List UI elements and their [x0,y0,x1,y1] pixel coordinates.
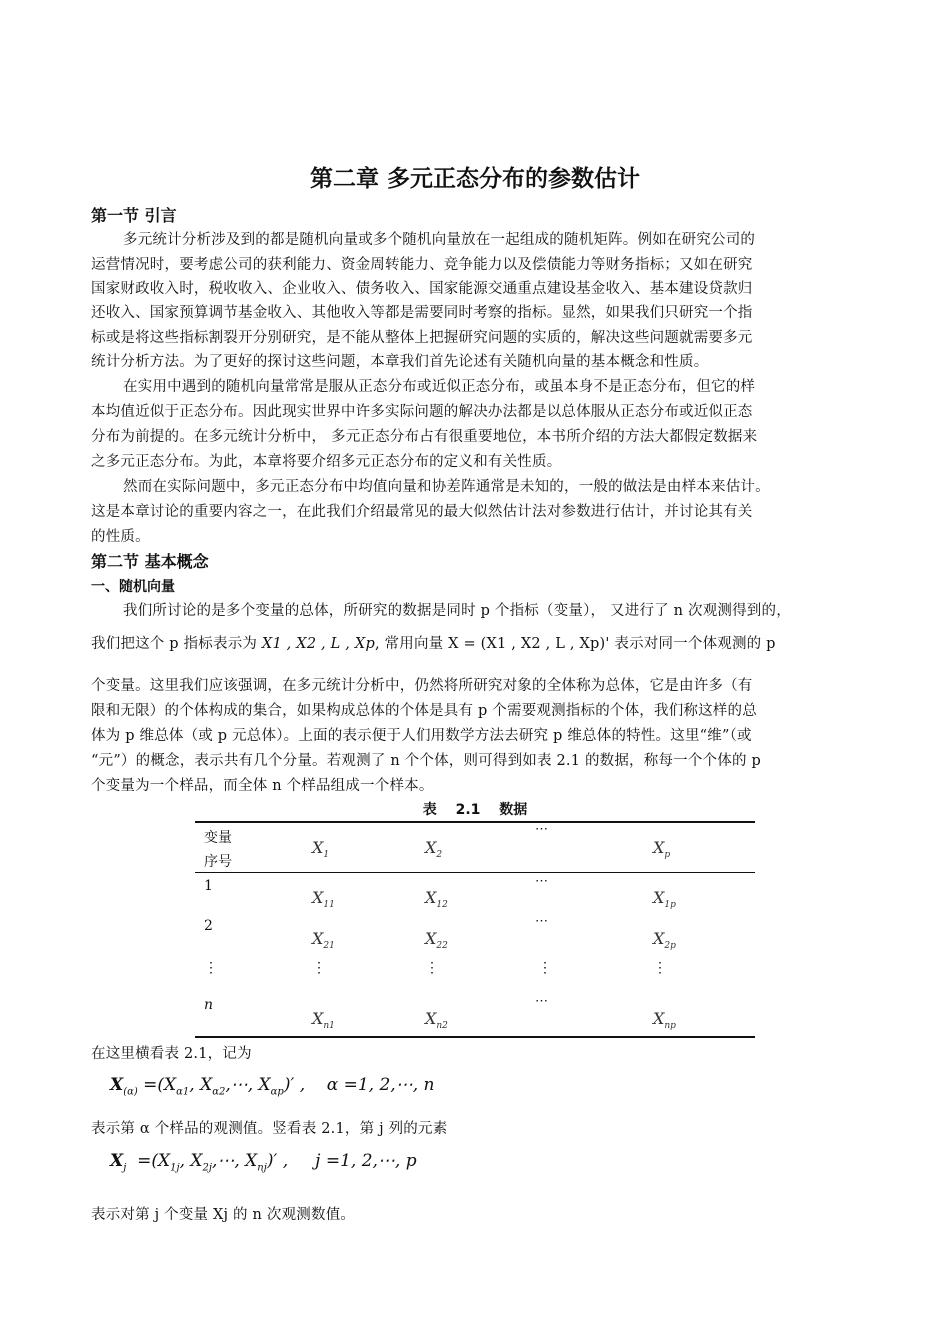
table-cell: $X_{21}$ [312,929,335,952]
paragraph-line: 这是本章讨论的重要内容之一，在此我们介绍最常见的最大似然估计法对参数进行估计，并讨论其有关 [91,504,753,520]
paragraph-line: 分布为前提的。在多元统计分析中， 多元正态分布占有很重要地位，本书所介绍的方法大都假定数据来 [91,429,758,445]
paragraph-line: 我们所讨论的是多个变量的总体，所研究的数据是同时 p 个指标（变量）， 又进行了 n 次观测得到的， [123,603,791,619]
paragraph-line: 本均值近似于正态分布。因此现实世界中许多实际问题的解决办法都是以总体服从正态分布或近似正态 [91,404,753,420]
paragraph-line: 统计分析方法。为了更好的探讨这些问题，本章我们首先论述有关随机向量的基本概念和性质。 [91,354,709,370]
paragraph-line: 表示第 α 个样品的观测值。竖看表 2.1，第 j 列的元素 [91,1121,448,1137]
table-cell: ⋮ [425,960,439,976]
table-row-label: 1 [204,878,213,894]
text: 我们把这个 p 指标表示为 [91,636,262,652]
paragraph-line: 然而在实际问题中，多元正态分布中均值向量和协差阵通常是未知的，一般的做法是由样本来估计。 [123,479,770,495]
paragraph-line: 运营情况时，要考虑公司的获利能力、资金周转能力、竞争能力以及偿债能力等财务指标；又如在研究 [91,257,753,273]
paragraph-line: 标或是将这些指标割裂开分别研究，是不能从整体上把握研究问题的实质的，解决这些问题就需要多元 [91,330,753,346]
table-cell: $X_{np}$ [653,1009,676,1032]
formula-column-vector: $X_j =(X_{1j}$, $X_{2j},\cdots$, $X_{nj})'$ , j =1, 2,⋯, p [110,1151,417,1174]
paragraph-line: 多元统计分析涉及到的都是随机向量或多个随机向量放在一起组成的随机矩阵。例如在研究公司的 [123,232,756,248]
table-cell: ⋯ [535,994,549,1009]
paragraph-line: 国家财政收入时，税收收入、企业收入、债务收入、国家能源交通重点建设基金收入、基本建设贷款归 [91,281,753,297]
table-header-rule [195,872,755,873]
table-row-label: 2 [204,918,213,934]
table-column-header: $X_2$ [425,838,443,861]
table-cell: $X_{1p}$ [653,888,676,911]
table-cell: ⋮ [312,960,326,976]
table-column-header: ⋯ [535,822,549,837]
table-column-header: $X_1$ [312,838,330,861]
table-cell: $X_{12}$ [425,888,448,911]
paragraph-line: 个变量为一个样品，而全体 n 个样品组成一个样本。 [91,778,434,794]
chapter-title: 第二章 多元正态分布的参数估计 [309,166,640,192]
table-caption: 表 2.1 数据 [422,802,528,818]
paragraph-line-with-vector [91,632,776,653]
formula-row-vector: $X_{(\alpha)} =(X_{\alpha 1}$, $X_{\alpha 2},\cdots$, $X_{\alpha p})'$ , α =1, 2,⋯, n [110,1075,435,1098]
subsection-heading: 一、随机向量 [91,579,175,595]
table-bottom-rule [195,1036,755,1038]
paragraph-line: 还收入、国家预算调节基金收入、其他收入等都是需要同时考察的指标。显然，如果我们只研究一个指 [91,305,753,321]
paragraph-line: 表示对第 j 个变量 Xj 的 n 次观测数值。 [91,1207,356,1223]
paragraph-line: 限和无限）的个体构成的集合，如果构成总体的个体是具有 p 个需要观测指标的个体，我们称这样的总 [91,703,757,719]
table-header-index: 序号 [204,854,232,870]
table-cell: $X_{2p}$ [653,929,676,952]
table-header-variable: 变量 [204,830,232,846]
table-column-header: $X_p$ [653,838,671,861]
table-cell: ⋮ [538,960,552,976]
paragraph-line: 个变量。这里我们应该强调，在多元统计分析中，仍然将所研究对象的全体称为总体，它是由许多（有 [91,678,753,694]
table-top-rule [195,821,755,823]
text: , 常用向量 X = (X1 , X2 , L , Xp)' 表示对同一个体观测的 p [374,636,776,652]
paragraph-line: 之多元正态分布。为此，本章将要介绍多元正态分布的定义和有关性质。 [91,454,562,470]
paragraph-line: 体为 p 维总体（或 p 元总体）。上面的表示便于人们用数学方法去研究 p 维总体的特性。这里“维”（或 [91,728,752,744]
table-cell: $X_{11}$ [312,888,335,911]
table-row-label: ⋮ [204,960,218,976]
section1-heading: 第一节 引言 [91,206,177,225]
table-cell: $X_{n1}$ [312,1009,335,1032]
table-cell: $X_{n2}$ [425,1009,448,1032]
variables-list: X1 , X2 , L , Xp [261,636,375,652]
table-cell: ⋯ [535,914,549,929]
table-cell: ⋮ [653,960,667,976]
table-cell: $X_{22}$ [425,929,448,952]
table-row-label: n [204,997,214,1013]
paragraph-line: 在这里横看表 2.1，记为 [91,1046,252,1062]
paragraph-line: “元”）的概念，表示共有几个分量。若观测了 n 个个体，则可得到如表 2.1 的数据，称每一个个体的 p [91,753,761,769]
section2-heading: 第二节 基本概念 [91,552,209,571]
paragraph-line: 在实用中遇到的随机向量常常是服从正态分布或近似正态分布，或虽本身不是正态分布，但它的样 [123,379,756,395]
paragraph-line: 的性质。 [91,529,150,545]
table-cell: ⋯ [535,874,549,889]
